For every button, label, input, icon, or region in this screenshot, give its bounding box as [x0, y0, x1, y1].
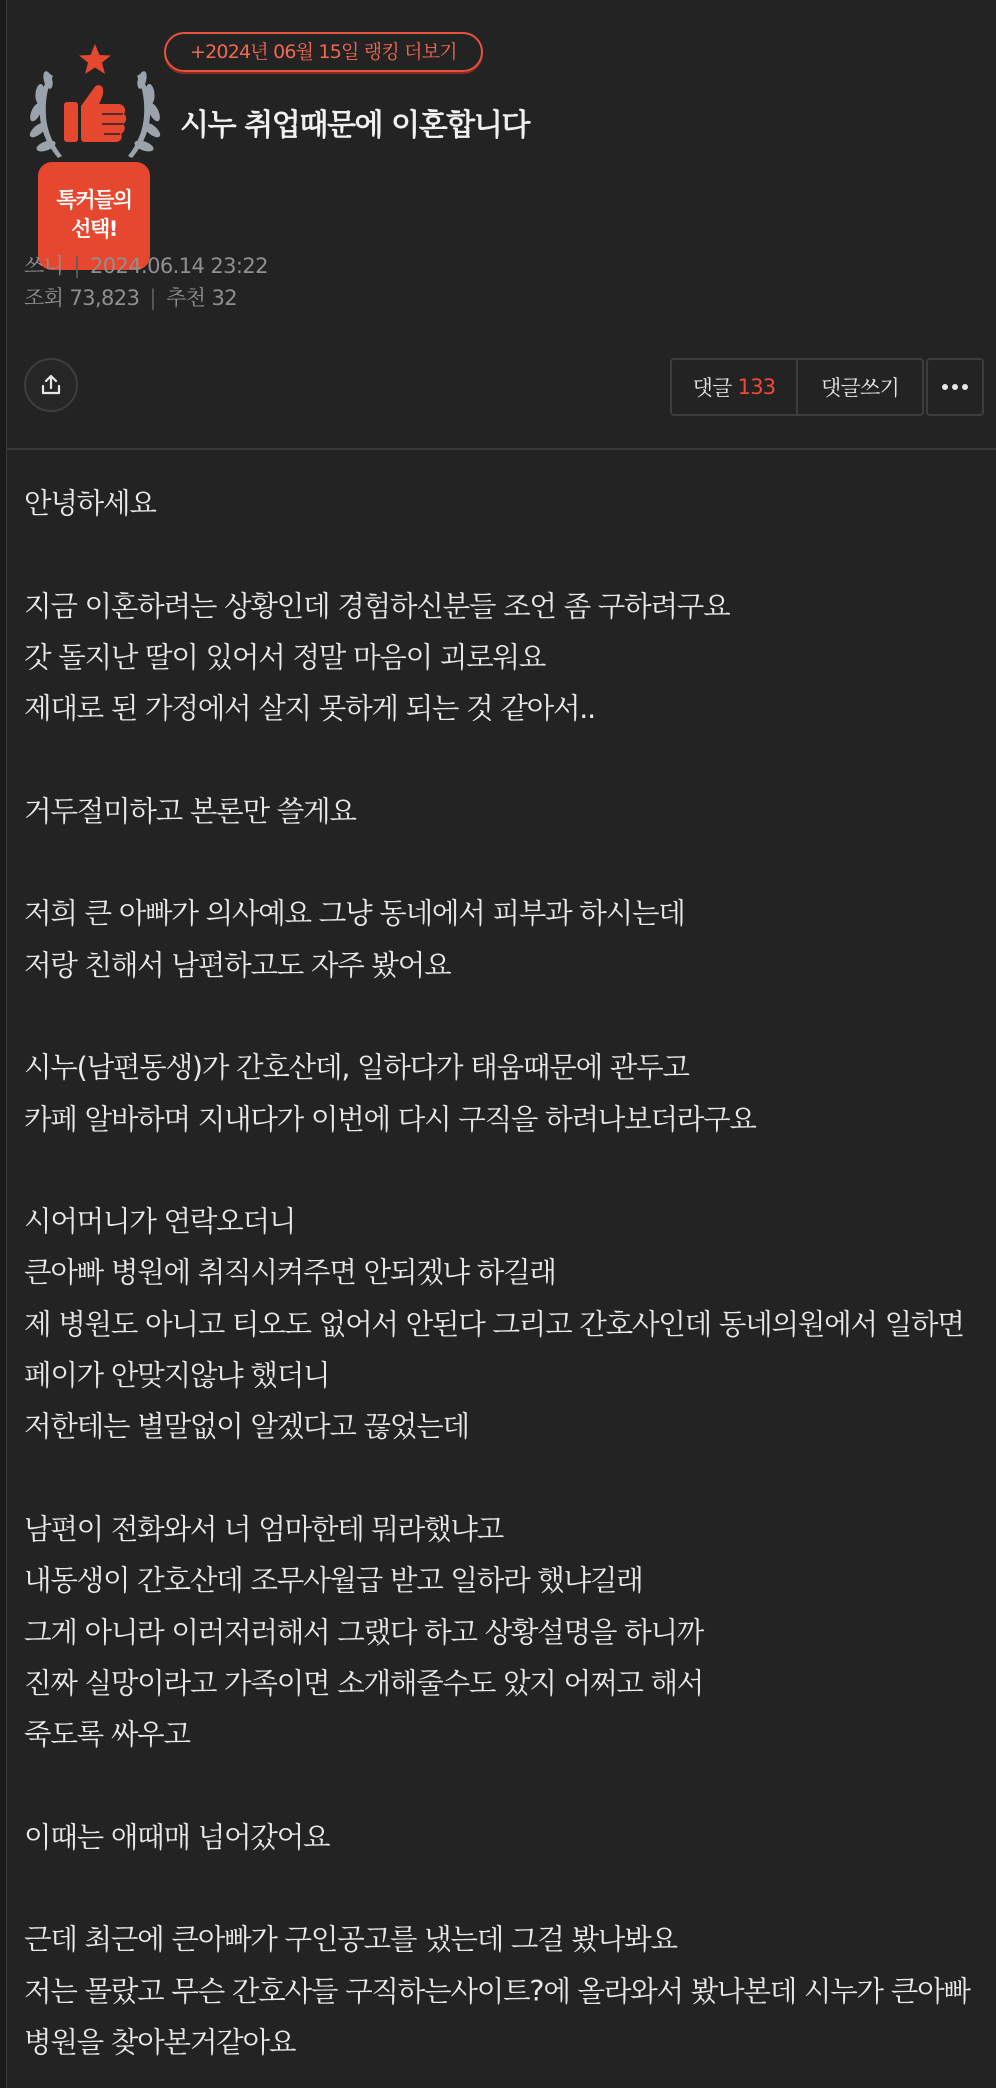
body-blank-line: [24, 837, 979, 888]
header-divider: [6, 448, 996, 450]
meta-separator: |: [149, 286, 156, 310]
likes-label: 추천: [165, 286, 206, 310]
write-comment-button[interactable]: 댓글쓰기: [796, 360, 922, 414]
body-line: 제대로 된 가정에서 살지 못하게 되는 것 같아서..: [24, 692, 596, 726]
body-line: 죽도록 싸우고: [24, 1718, 190, 1752]
body-line: 갓 돌지난 딸이 있어서 정말 마음이 괴로워요: [24, 640, 546, 674]
body-line: 안녕하세요: [24, 487, 156, 520]
post-meta-author-date: [24, 250, 268, 280]
post-body: [24, 478, 979, 2068]
body-line: 내동생이 간호산데 조무사월급 받고 일하라 했냐길래: [24, 1564, 643, 1598]
body-blank-line: [24, 734, 979, 785]
body-line: 저한테는 별말없이 알겠다고 끊었는데: [24, 1410, 469, 1444]
body-line: 진짜 실망이라고 가족이면 소개해줄수도 았지 어쩌고 해서: [24, 1666, 704, 1700]
more-options-button[interactable]: [926, 358, 984, 416]
body-blank-line: [24, 991, 979, 1042]
body-line: 카페 알바하며 지내다가 이번에 다시 구직을 하려나보더라구요: [24, 1102, 756, 1136]
post-date: 2024.06.14 23:22: [90, 254, 268, 278]
author-name[interactable]: 쓰니: [24, 254, 64, 278]
body-line: 이때는 애때매 넘어갔어요: [24, 1820, 330, 1854]
body-blank-line: [24, 1760, 979, 1811]
body-line: 거두절미하고 본론만 쓸게요: [24, 794, 356, 828]
body-line: 저는 몰랐고 무슨 간호사들 구직하는사이트?에 올라와서 봤나본데 시누가 큰아빠 병원을 찾아본거같아요: [24, 1974, 978, 2059]
more-dots-icon: [941, 383, 969, 391]
meta-separator: |: [73, 254, 80, 278]
views-count: 73,823: [69, 286, 140, 310]
body-blank-line: [24, 1145, 979, 1196]
body-line: 저희 큰 아빠가 의사예요 그냥 동네에서 피부과 하시는데: [24, 897, 685, 931]
ranking-more-link[interactable]: +2024년 06월 15일 랭킹 더보기: [164, 32, 483, 72]
body-line: 시어머니가 연락오더니: [24, 1205, 296, 1239]
body-blank-line: [24, 529, 979, 580]
comments-label: 댓글: [692, 376, 732, 400]
body-line: 시누(남편동생)가 간호산데, 일하다가 태움때문에 관두고: [24, 1051, 689, 1085]
body-line: 큰아빠 병원에 취직시켜주면 안되겠냐 하길래: [24, 1256, 556, 1290]
likes-count: 32: [211, 286, 237, 310]
badge-label-line2: 선택!: [71, 217, 117, 241]
body-line: 근데 최근에 큰아빠가 구인공고를 냈는데 그걸 봤나봐요: [24, 1923, 677, 1957]
thumbs-up-laurel-icon: [24, 40, 166, 170]
body-line: 제 병원도 아니고 티오도 없어서 안된다 그리고 간호사인데 동네의원에서 일하면 페이가 안맞지않냐 했더니: [24, 1307, 972, 1393]
post-header: [0, 0, 996, 450]
views-label: 조회: [24, 286, 64, 310]
talkers-choice-badge: [24, 40, 166, 241]
post-meta-stats: [24, 282, 237, 312]
comments-count: 133: [737, 375, 776, 399]
body-blank-line: [24, 1453, 979, 1504]
body-line: 저랑 친해서 남편하고도 자주 봤어요: [24, 948, 451, 982]
body-line: 지금 이혼하려는 상황인데 경험하신분들 조언 좀 구하려구요: [24, 589, 730, 623]
body-line: 남편이 전화와서 너 엄마한테 뭐라했냐고: [24, 1512, 504, 1546]
share-button[interactable]: [24, 358, 78, 412]
badge-label-line1: 톡커들의: [56, 188, 132, 212]
comment-actions: [670, 358, 924, 416]
post-title: 시누 취업때문에 이혼합니다: [180, 108, 530, 143]
share-icon: [39, 373, 63, 397]
comments-button[interactable]: [672, 360, 796, 414]
body-line: 그게 아니라 이러저러해서 그랬다 하고 상황설명을 하니까: [24, 1615, 704, 1649]
body-blank-line: [24, 1863, 979, 1914]
